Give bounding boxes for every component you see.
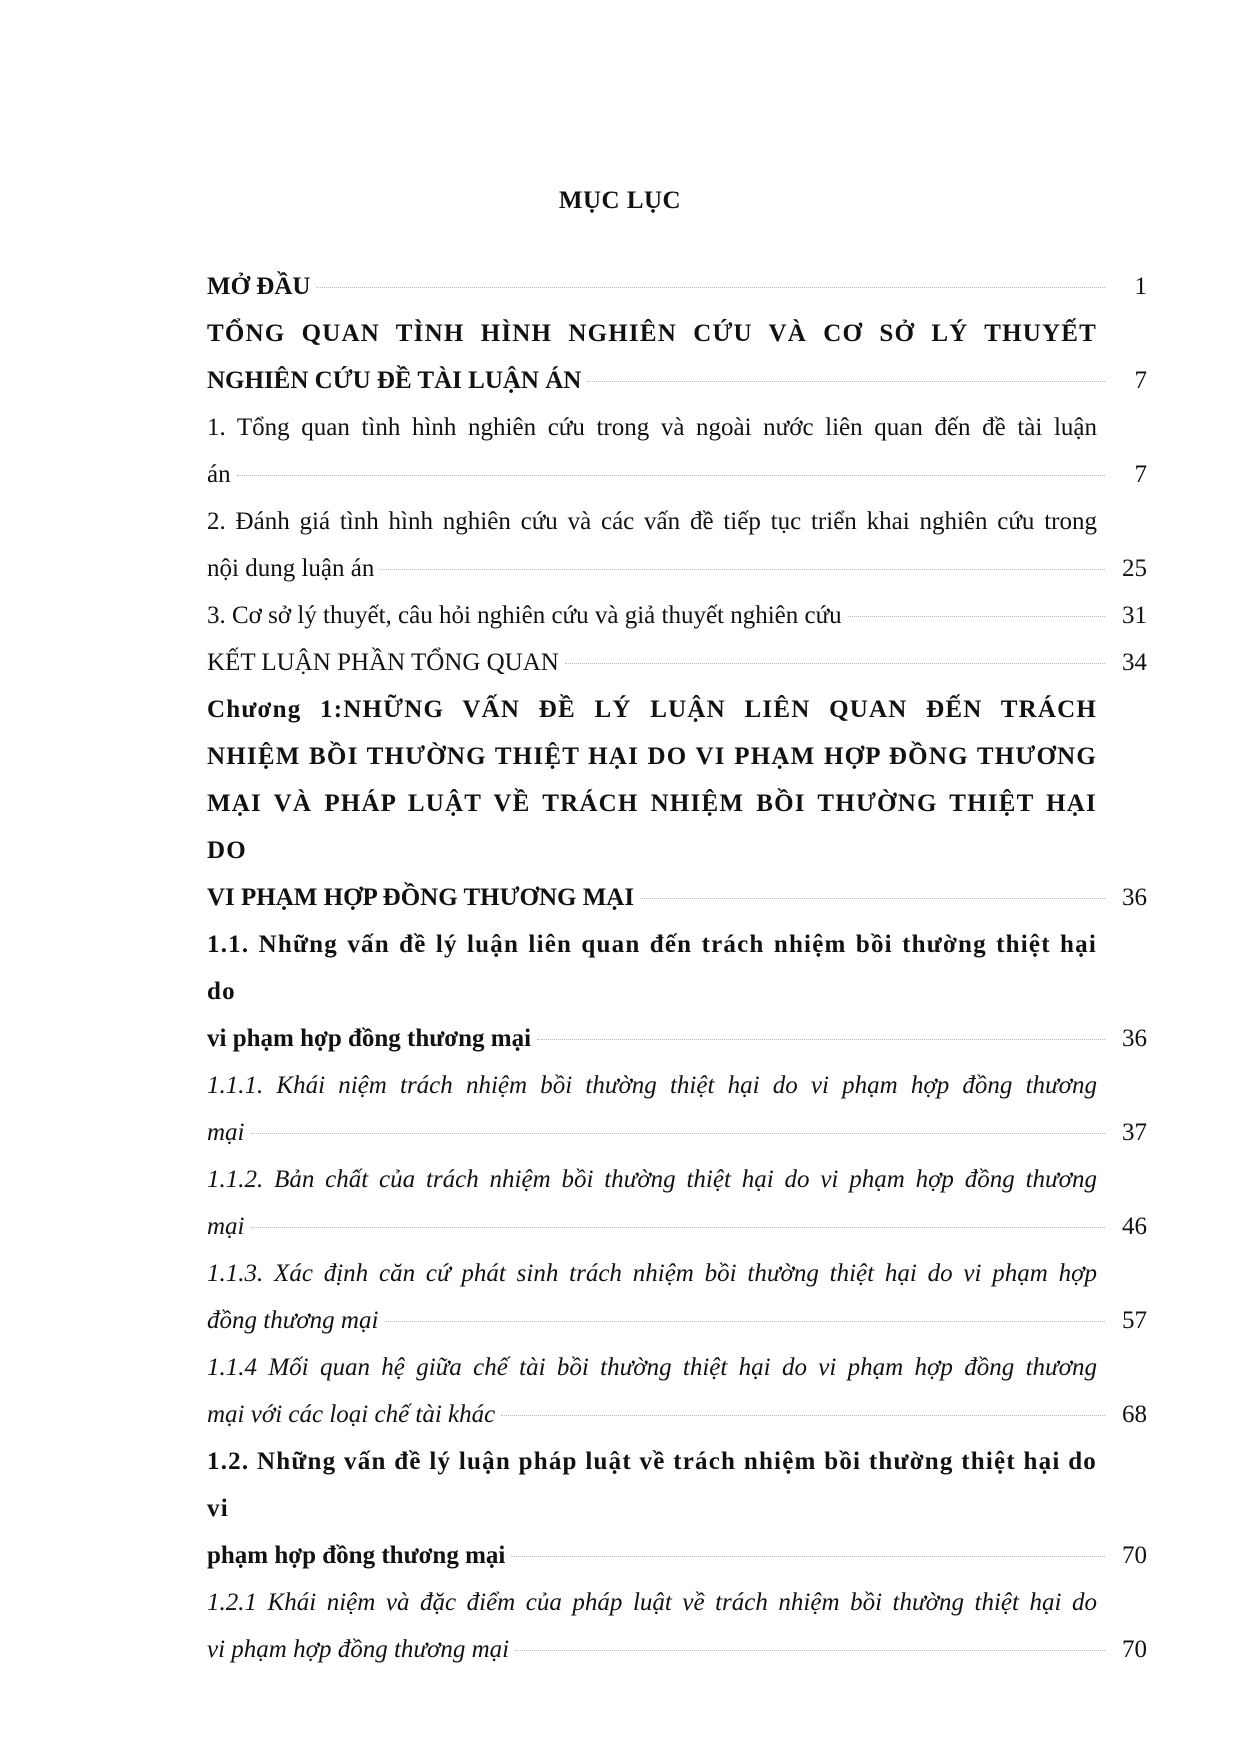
toc-entry-line: 1.1.3. Xác định căn cứ phát sinh trách nhiệm bồi thường thiệt hại do vi phạm hợp [207, 1260, 1097, 1287]
toc-entry[interactable] [207, 1062, 1147, 1156]
toc-entry-line: 1. Tổng quan tình hình nghiên cứu trong và ngoài nước liên quan đến đề tài luận [207, 414, 1097, 441]
toc-entry-title: mại [207, 1213, 245, 1240]
toc-page-number: 70 [1122, 1542, 1147, 1569]
toc-page-number: 57 [1122, 1307, 1147, 1334]
dot-leader [501, 1415, 1105, 1416]
toc-entry-last-line [207, 639, 1147, 686]
toc-entry[interactable] [207, 498, 1147, 592]
toc-entry-title: vi phạm hợp đồng thương mại [207, 1636, 510, 1663]
toc-entry[interactable] [207, 921, 1147, 1062]
dot-leader [537, 1039, 1105, 1040]
toc-entry-title: MỞ ĐẦU [207, 273, 311, 300]
toc-entry-last-line [207, 874, 1147, 921]
dot-leader [251, 1227, 1106, 1228]
toc-entry-last-line [207, 1015, 1147, 1062]
toc-entry-last-line [207, 545, 1147, 592]
toc-entry[interactable] [207, 1579, 1147, 1673]
toc-entry-title: NGHIÊN CỨU ĐỀ TÀI LUẬN ÁN [207, 367, 582, 394]
toc-entry-last-line [207, 357, 1147, 404]
table-of-contents [207, 263, 1147, 1673]
dot-leader [515, 1650, 1105, 1651]
toc-entry-title: mại với các loại chế tài khác [207, 1401, 496, 1428]
toc-page-number: 31 [1122, 602, 1147, 629]
toc-entry-title: đồng thương mại [207, 1307, 379, 1334]
toc-entry[interactable] [207, 310, 1147, 404]
toc-entry-last-line [207, 451, 1147, 498]
dot-leader [380, 569, 1105, 570]
toc-page-number: 25 [1122, 555, 1147, 582]
toc-page-number: 46 [1122, 1213, 1147, 1240]
toc-entry-last-line [207, 1109, 1147, 1156]
toc-entry-line: 1.1.2. Bản chất của trách nhiệm bồi thường thiệt hại do vi phạm hợp đồng thương [207, 1166, 1097, 1193]
toc-entry-line: Chương 1:NHỮNG VẤN ĐỀ LÝ LUẬN LIÊN QUAN ĐẾN TRÁCH [207, 696, 1097, 723]
toc-entry[interactable] [207, 639, 1147, 686]
toc-entry-line: 1.2. Những vấn đề lý luận pháp luật về trách nhiệm bồi thường thiệt hại do vi [207, 1448, 1097, 1522]
toc-page-number: 7 [1134, 367, 1147, 394]
toc-entry-title: án [207, 461, 231, 488]
toc-page-number: 1 [1134, 273, 1147, 300]
toc-entry[interactable] [207, 1344, 1147, 1438]
toc-entry[interactable] [207, 686, 1147, 921]
toc-entry-line: 1.2.1 Khái niệm và đặc điểm của pháp luật về trách nhiệm bồi thường thiệt hại do [207, 1589, 1097, 1616]
dot-leader [848, 616, 1105, 617]
dot-leader [316, 287, 1105, 288]
dot-leader [640, 898, 1105, 899]
toc-entry-line: 1.1.4 Mối quan hệ giữa chế tài bồi thường thiệt hại do vi phạm hợp đồng thương [207, 1354, 1097, 1381]
toc-entry-line: 2. Đánh giá tình hình nghiên cứu và các vấn đề tiếp tục triển khai nghiên cứu trong [207, 508, 1097, 535]
toc-entry-line: MẠI VÀ PHÁP LUẬT VỀ TRÁCH NHIỆM BỒI THƯỜNG THIỆT HẠI DO [207, 790, 1097, 864]
dot-leader [511, 1556, 1105, 1557]
toc-entry-last-line [207, 1626, 1147, 1673]
toc-entry-title: nội dung luận án [207, 555, 375, 582]
toc-entry-last-line [207, 592, 1147, 639]
toc-page-number: 7 [1134, 461, 1147, 488]
toc-page-number: 36 [1122, 1025, 1147, 1052]
toc-entry-last-line [207, 263, 1147, 310]
toc-entry-title: phạm hợp đồng thương mại [207, 1542, 506, 1569]
toc-title: MỤC LỤC [558, 187, 682, 214]
toc-entry-last-line [207, 1532, 1147, 1579]
dot-leader [237, 475, 1105, 476]
toc-page-number: 34 [1122, 649, 1147, 676]
toc-entry-title: mại [207, 1119, 245, 1146]
toc-page-number: 68 [1122, 1401, 1147, 1428]
toc-entry-last-line [207, 1391, 1147, 1438]
toc-entry-line: 1.1.1. Khái niệm trách nhiệm bồi thường thiệt hại do vi phạm hợp đồng thương [207, 1072, 1097, 1099]
dot-leader [251, 1133, 1106, 1134]
toc-entry-last-line [207, 1297, 1147, 1344]
dot-leader [565, 663, 1105, 664]
dot-leader [384, 1321, 1105, 1322]
toc-entry-title: KẾT LUẬN PHẦN TỔNG QUAN [207, 649, 559, 676]
toc-entry[interactable] [207, 1156, 1147, 1250]
toc-entry[interactable] [207, 1438, 1147, 1579]
toc-entry-title: VI PHẠM HỢP ĐỒNG THƯƠNG MẠI [207, 884, 635, 911]
toc-entry-last-line [207, 1203, 1147, 1250]
toc-entry[interactable] [207, 404, 1147, 498]
toc-entry[interactable] [207, 263, 1147, 310]
toc-entry[interactable] [207, 1250, 1147, 1344]
toc-page-number: 70 [1122, 1636, 1147, 1663]
toc-entry-title: 3. Cơ sở lý thuyết, câu hỏi nghiên cứu và giả thuyết nghiên cứu [207, 602, 842, 629]
toc-entry-line: 1.1. Những vấn đề lý luận liên quan đến trách nhiệm bồi thường thiệt hại do [207, 931, 1097, 1005]
toc-page-number: 37 [1122, 1119, 1147, 1146]
toc-entry-line: NHIỆM BỒI THƯỜNG THIỆT HẠI DO VI PHẠM HỢP ĐỒNG THƯƠNG [207, 743, 1097, 770]
toc-entry-title: vi phạm hợp đồng thương mại [207, 1025, 532, 1052]
dot-leader [587, 381, 1105, 382]
toc-page-number: 36 [1122, 884, 1147, 911]
toc-entry[interactable] [207, 592, 1147, 639]
toc-entry-line: TỔNG QUAN TÌNH HÌNH NGHIÊN CỨU VÀ CƠ SỞ LÝ THUYẾT [207, 320, 1097, 347]
